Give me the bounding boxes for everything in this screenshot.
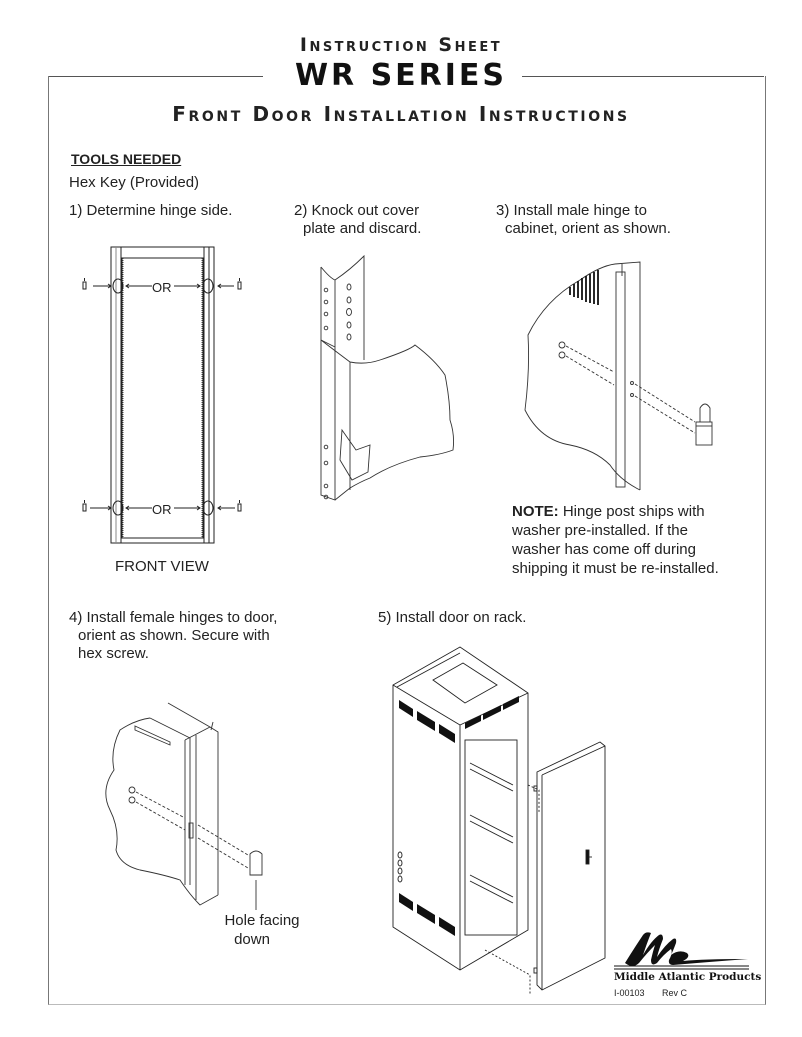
male-hinge-install-icon (500, 250, 760, 500)
step-3-text-line1: 3) Install male hinge to (496, 202, 647, 219)
cover-plate-knockout-icon (290, 250, 490, 520)
step-4-text-line3: hex screw. (78, 645, 149, 662)
hole-callout-line2: down (234, 931, 270, 948)
step-2-text-line2: plate and discard. (303, 220, 422, 237)
middle-atlantic-logo-icon (613, 925, 753, 970)
front-view-caption: FRONT VIEW (115, 558, 209, 575)
document-subtitle: Front Door Installation Instructions (172, 102, 630, 126)
or-label-bottom: OR (152, 502, 172, 517)
document-title: WR SERIES (294, 58, 508, 93)
or-label-top: OR (152, 280, 172, 295)
tools-item: Hex Key (Provided) (69, 174, 200, 191)
document-kicker: Instruction Sheet (299, 34, 503, 56)
brand-name: Middle Atlantic Products (614, 971, 762, 983)
document-number: I-00103 (614, 988, 645, 998)
step-3-text-line2: cabinet, orient as shown. (505, 220, 671, 237)
document-revision: Rev C (662, 988, 688, 998)
note-label: NOTE: (512, 503, 559, 520)
note-line-4: shipping it must be re-installed. (512, 560, 719, 577)
note-line-2: washer pre-installed. If the (512, 522, 688, 539)
step-2-text-line1: 2) Knock out cover (294, 202, 420, 219)
hole-callout-line1: Hole facing (224, 912, 300, 929)
note-line-1: Hinge post ships with (558, 503, 705, 520)
door-panel-icon (530, 740, 610, 1010)
note-line-3: washer has come off during (512, 541, 696, 558)
note-block (512, 502, 719, 578)
step-5-text: 5) Install door on rack. (378, 609, 527, 626)
step-4-text-line1: 4) Install female hinges to door, (69, 609, 278, 626)
female-hinge-install-icon (90, 690, 320, 910)
step-4-text-line2: orient as shown. Secure with (78, 627, 270, 644)
tools-heading: TOOLS NEEDED (71, 151, 182, 167)
step-1-text: 1) Determine hinge side. (69, 202, 233, 219)
